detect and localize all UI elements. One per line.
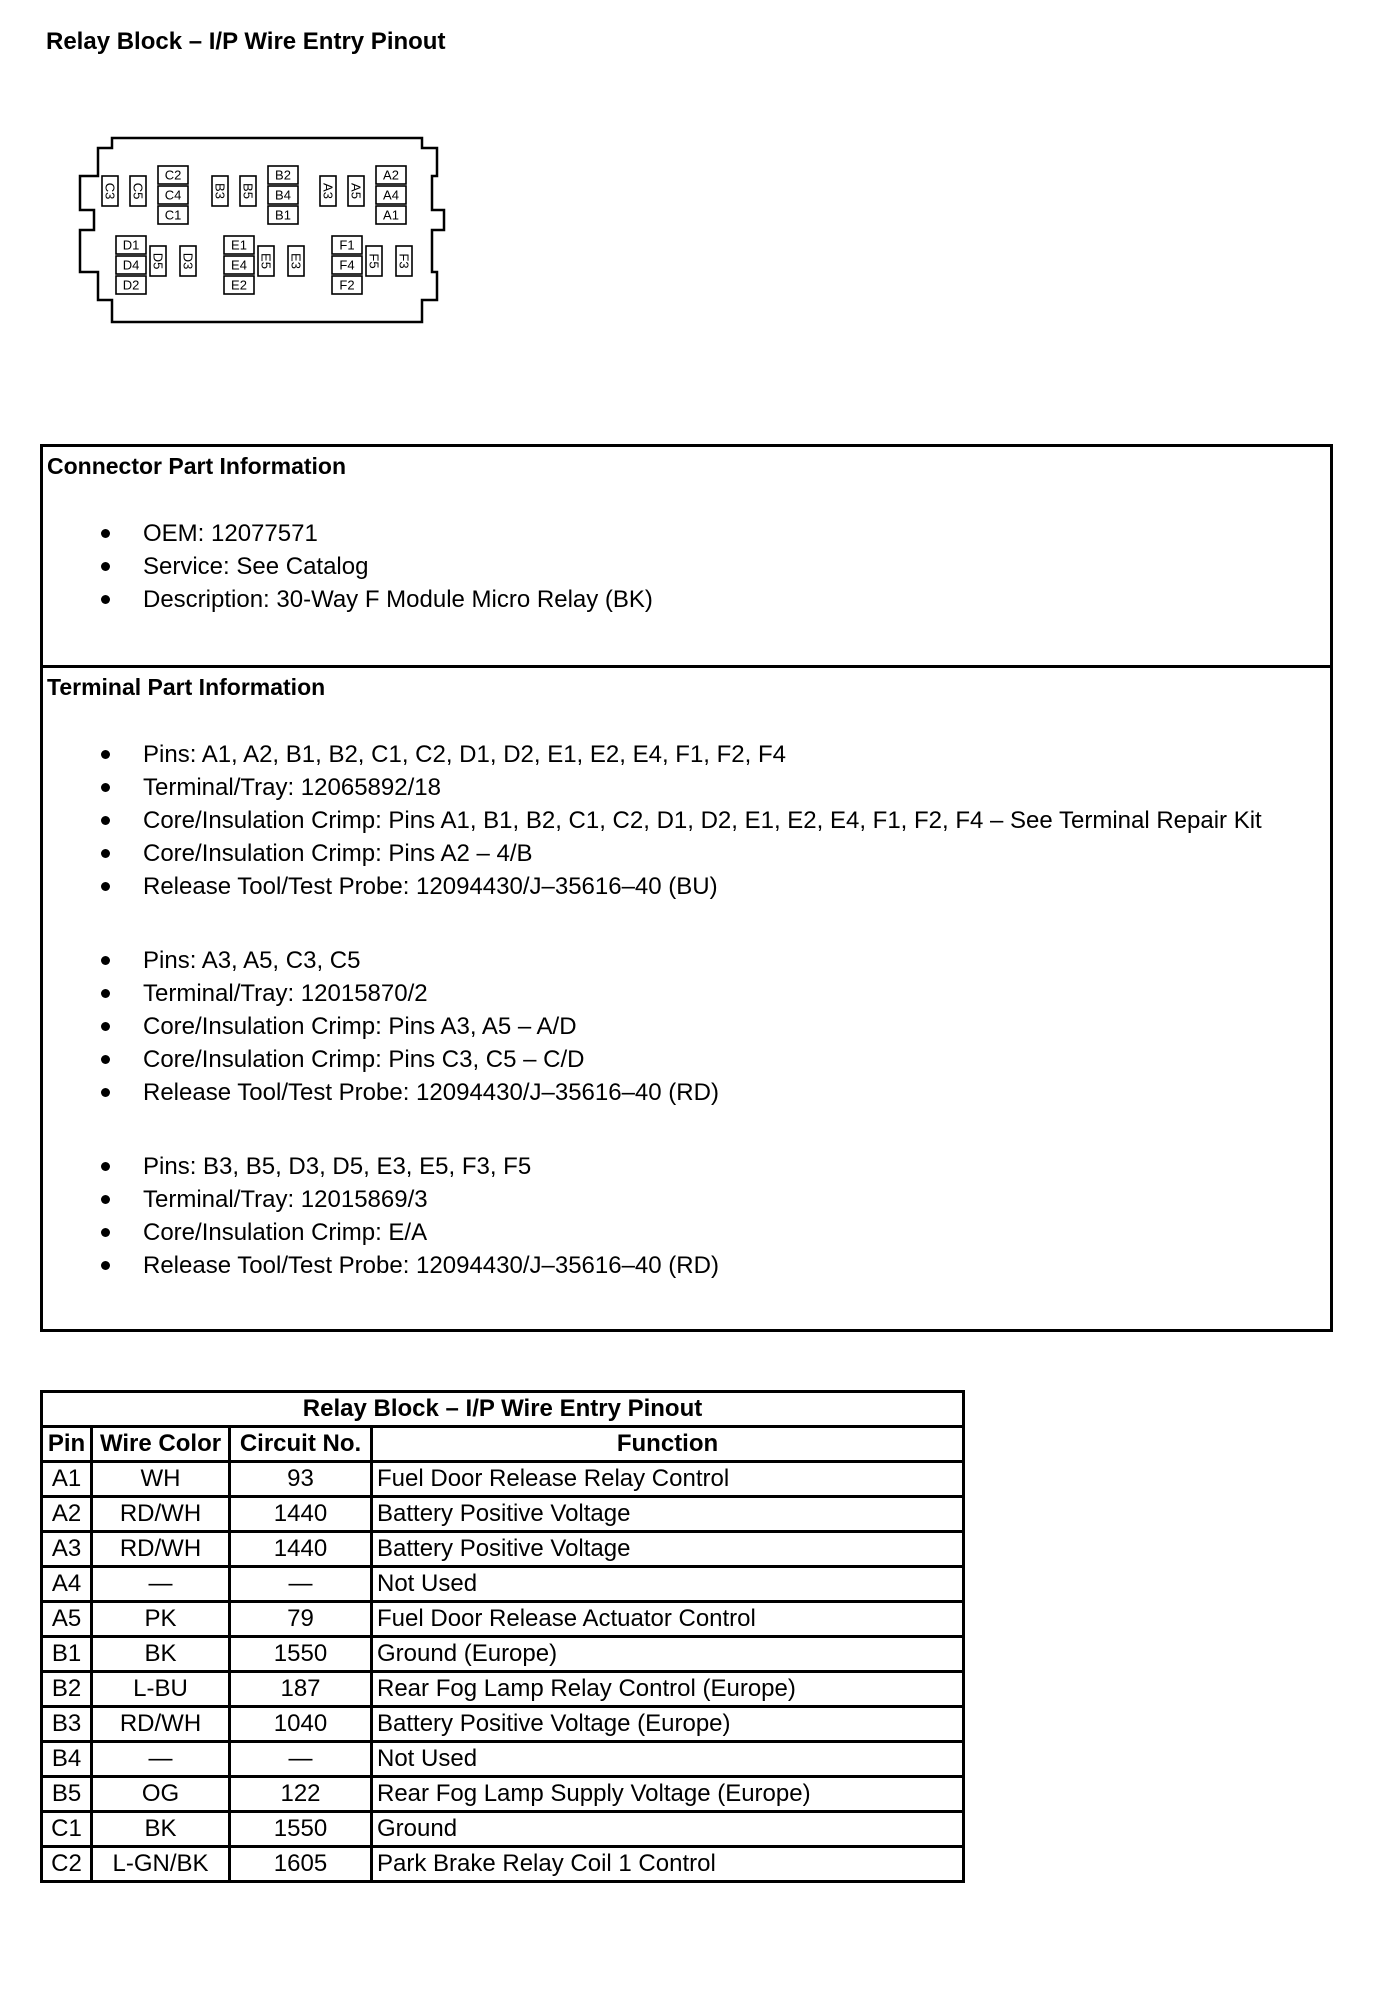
table-row <box>42 1497 964 1532</box>
column-header-function: Function <box>372 1427 964 1462</box>
pin-cavity-B4 <box>268 186 298 204</box>
svg-text:F2: F2 <box>339 277 355 293</box>
terminal-group-2 <box>101 944 719 1109</box>
list-item: Core/Insulation Crimp: Pins A1, B1, B2, C1, C2, D1, D2, E1, E2, E4, F1, F2, F4 – See Terminal Repair Kit <box>101 804 1262 837</box>
svg-text:F5: F5 <box>366 253 382 269</box>
cell-circuit-no: 1605 <box>230 1847 372 1882</box>
svg-text:D3: D3 <box>180 252 196 270</box>
connector-part-info-section <box>43 447 1330 668</box>
cell-function: Ground (Europe) <box>372 1637 964 1672</box>
pin-cavity-D2 <box>116 276 146 294</box>
connector-part-info-title: Connector Part Information <box>47 453 347 479</box>
cell-circuit-no: 1550 <box>230 1812 372 1847</box>
list-item: Release Tool/Test Probe: 12094430/J–35616–40 (RD) <box>101 1076 719 1109</box>
cell-function: Not Used <box>372 1567 964 1602</box>
svg-text:E5: E5 <box>258 253 274 269</box>
cell-function: Fuel Door Release Actuator Control <box>372 1602 964 1637</box>
svg-text:D5: D5 <box>150 252 166 270</box>
pin-cavity-B2 <box>268 166 298 184</box>
svg-text:B2: B2 <box>275 167 291 183</box>
cell-wire-color: RD/WH <box>92 1532 230 1567</box>
svg-text:F4: F4 <box>339 257 355 273</box>
list-item: Core/Insulation Crimp: Pins A2 – 4/B <box>101 837 1262 870</box>
table-header-row <box>42 1427 964 1462</box>
svg-text:E1: E1 <box>231 237 247 253</box>
table-title-row <box>42 1392 964 1427</box>
part-information-box <box>40 444 1333 1332</box>
cell-wire-color: L-GN/BK <box>92 1847 230 1882</box>
cell-function: Park Brake Relay Coil 1 Control <box>372 1847 964 1882</box>
cell-pin: A1 <box>42 1462 92 1497</box>
cell-function: Not Used <box>372 1742 964 1777</box>
cell-circuit-no: 93 <box>230 1462 372 1497</box>
svg-text:A5: A5 <box>348 183 364 199</box>
cell-circuit-no: 1040 <box>230 1707 372 1742</box>
column-header-circuit-no: Circuit No. <box>230 1427 372 1462</box>
cell-pin: B3 <box>42 1707 92 1742</box>
svg-text:E2: E2 <box>231 277 247 293</box>
pin-cavity-A2 <box>376 166 406 184</box>
svg-text:C4: C4 <box>164 187 182 203</box>
svg-text:B3: B3 <box>212 183 228 199</box>
cell-circuit-no: — <box>230 1742 372 1777</box>
connector-part-info-list <box>101 517 653 616</box>
list-item: Core/Insulation Crimp: E/A <box>101 1216 719 1249</box>
terminal-group-3 <box>101 1150 719 1282</box>
connector-face-diagram <box>72 132 464 332</box>
pin-cavity-F2 <box>332 276 362 294</box>
pinout-table-body <box>42 1462 964 1882</box>
svg-text:B1: B1 <box>275 207 291 223</box>
table-row <box>42 1532 964 1567</box>
cell-pin: A4 <box>42 1567 92 1602</box>
table-row <box>42 1602 964 1637</box>
cell-circuit-no: 1440 <box>230 1532 372 1567</box>
pin-cavity-D1 <box>116 236 146 254</box>
table-row <box>42 1707 964 1742</box>
svg-text:F3: F3 <box>396 253 412 269</box>
list-item: Release Tool/Test Probe: 12094430/J–35616–40 (RD) <box>101 1249 719 1282</box>
cell-wire-color: — <box>92 1567 230 1602</box>
cell-wire-color: L-BU <box>92 1672 230 1707</box>
pin-cavity-A3 <box>320 176 336 206</box>
cell-pin: C1 <box>42 1812 92 1847</box>
svg-text:D2: D2 <box>122 277 140 293</box>
pin-cavity-C3 <box>102 176 118 206</box>
svg-text:D4: D4 <box>122 257 140 273</box>
pin-cavity-A5 <box>348 176 364 206</box>
cell-function: Battery Positive Voltage <box>372 1497 964 1532</box>
list-item: Release Tool/Test Probe: 12094430/J–35616–40 (BU) <box>101 870 1262 903</box>
pin-cavity-E5 <box>258 246 274 276</box>
svg-text:A1: A1 <box>383 207 399 223</box>
svg-text:D1: D1 <box>122 237 140 253</box>
pin-cavity-A4 <box>376 186 406 204</box>
table-row <box>42 1672 964 1707</box>
pin-cavity-F1 <box>332 236 362 254</box>
cell-pin: B2 <box>42 1672 92 1707</box>
svg-text:B4: B4 <box>275 187 291 203</box>
list-item: Pins: B3, B5, D3, D5, E3, E5, F3, F5 <box>101 1150 719 1183</box>
pin-cavity-D5 <box>150 246 166 276</box>
pin-cavity-E2 <box>224 276 254 294</box>
pin-cavity-F4 <box>332 256 362 274</box>
pin-cavity-D4 <box>116 256 146 274</box>
pin-cavity-E3 <box>288 246 304 276</box>
table-row <box>42 1462 964 1497</box>
terminal-part-info-section <box>43 668 1330 1329</box>
list-item: OEM: 12077571 <box>101 517 653 550</box>
pin-cavity-B5 <box>240 176 256 206</box>
pin-cavity-C4 <box>158 186 188 204</box>
list-item: Terminal/Tray: 12065892/18 <box>101 771 1262 804</box>
list-item: Terminal/Tray: 12015869/3 <box>101 1183 719 1216</box>
list-item: Description: 30-Way F Module Micro Relay (BK) <box>101 583 653 616</box>
column-header-pin: Pin <box>42 1427 92 1462</box>
pin-cavity-B3 <box>212 176 228 206</box>
pin-cavity-E4 <box>224 256 254 274</box>
pin-cavity-C5 <box>130 176 146 206</box>
list-item: Service: See Catalog <box>101 550 653 583</box>
cell-circuit-no: 79 <box>230 1602 372 1637</box>
pin-cavity-F5 <box>366 246 382 276</box>
cell-pin: C2 <box>42 1847 92 1882</box>
cell-function: Rear Fog Lamp Supply Voltage (Europe) <box>372 1777 964 1812</box>
page-title: Relay Block – I/P Wire Entry Pinout <box>46 28 446 55</box>
cell-circuit-no: 1440 <box>230 1497 372 1532</box>
table-row <box>42 1777 964 1812</box>
svg-text:F1: F1 <box>339 237 355 253</box>
cell-pin: A5 <box>42 1602 92 1637</box>
cell-wire-color: — <box>92 1742 230 1777</box>
cell-pin: A3 <box>42 1532 92 1567</box>
list-item: Core/Insulation Crimp: Pins C3, C5 – C/D <box>101 1043 719 1076</box>
svg-text:A2: A2 <box>383 167 399 183</box>
cell-function: Battery Positive Voltage <box>372 1532 964 1567</box>
svg-text:C3: C3 <box>102 182 118 200</box>
table-row <box>42 1812 964 1847</box>
cell-pin: B4 <box>42 1742 92 1777</box>
svg-text:E3: E3 <box>288 253 304 269</box>
cell-wire-color: OG <box>92 1777 230 1812</box>
list-item: Core/Insulation Crimp: Pins A3, A5 – A/D <box>101 1010 719 1043</box>
cell-function: Fuel Door Release Relay Control <box>372 1462 964 1497</box>
table-title: Relay Block – I/P Wire Entry Pinout <box>42 1392 964 1427</box>
cell-circuit-no: — <box>230 1567 372 1602</box>
list-item: Pins: A1, A2, B1, B2, C1, C2, D1, D2, E1, E2, E4, F1, F2, F4 <box>101 738 1262 771</box>
cell-wire-color: RD/WH <box>92 1497 230 1532</box>
cell-wire-color: WH <box>92 1462 230 1497</box>
list-item: Pins: A3, A5, C3, C5 <box>101 944 719 977</box>
table-row <box>42 1637 964 1672</box>
svg-text:E4: E4 <box>231 257 247 273</box>
pinout-table <box>40 1390 965 1883</box>
cell-pin: B5 <box>42 1777 92 1812</box>
table-row <box>42 1567 964 1602</box>
terminal-group-1 <box>101 738 1262 903</box>
cell-wire-color: RD/WH <box>92 1707 230 1742</box>
svg-text:C2: C2 <box>164 167 182 183</box>
svg-text:A4: A4 <box>383 187 399 203</box>
cell-function: Battery Positive Voltage (Europe) <box>372 1707 964 1742</box>
pin-cavity-C2 <box>158 166 188 184</box>
pin-cavity-B1 <box>268 206 298 224</box>
connector-outline-svg <box>72 132 464 332</box>
cell-circuit-no: 122 <box>230 1777 372 1812</box>
pin-cavity-D3 <box>180 246 196 276</box>
column-header-wire-color: Wire Color <box>92 1427 230 1462</box>
cell-wire-color: PK <box>92 1602 230 1637</box>
svg-text:B5: B5 <box>240 183 256 199</box>
cell-pin: A2 <box>42 1497 92 1532</box>
cell-function: Ground <box>372 1812 964 1847</box>
pin-cavity-C1 <box>158 206 188 224</box>
table-row <box>42 1742 964 1777</box>
terminal-part-info-title: Terminal Part Information <box>47 674 326 700</box>
cell-pin: B1 <box>42 1637 92 1672</box>
cell-circuit-no: 187 <box>230 1672 372 1707</box>
svg-text:C1: C1 <box>164 207 182 223</box>
pin-cavity-E1 <box>224 236 254 254</box>
list-item: Terminal/Tray: 12015870/2 <box>101 977 719 1010</box>
table-row <box>42 1847 964 1882</box>
cell-wire-color: BK <box>92 1637 230 1672</box>
cell-function: Rear Fog Lamp Relay Control (Europe) <box>372 1672 964 1707</box>
svg-text:A3: A3 <box>320 183 336 199</box>
pin-cavity-A1 <box>376 206 406 224</box>
pin-cavity-F3 <box>396 246 412 276</box>
cell-circuit-no: 1550 <box>230 1637 372 1672</box>
svg-text:C5: C5 <box>130 182 146 200</box>
cell-wire-color: BK <box>92 1812 230 1847</box>
